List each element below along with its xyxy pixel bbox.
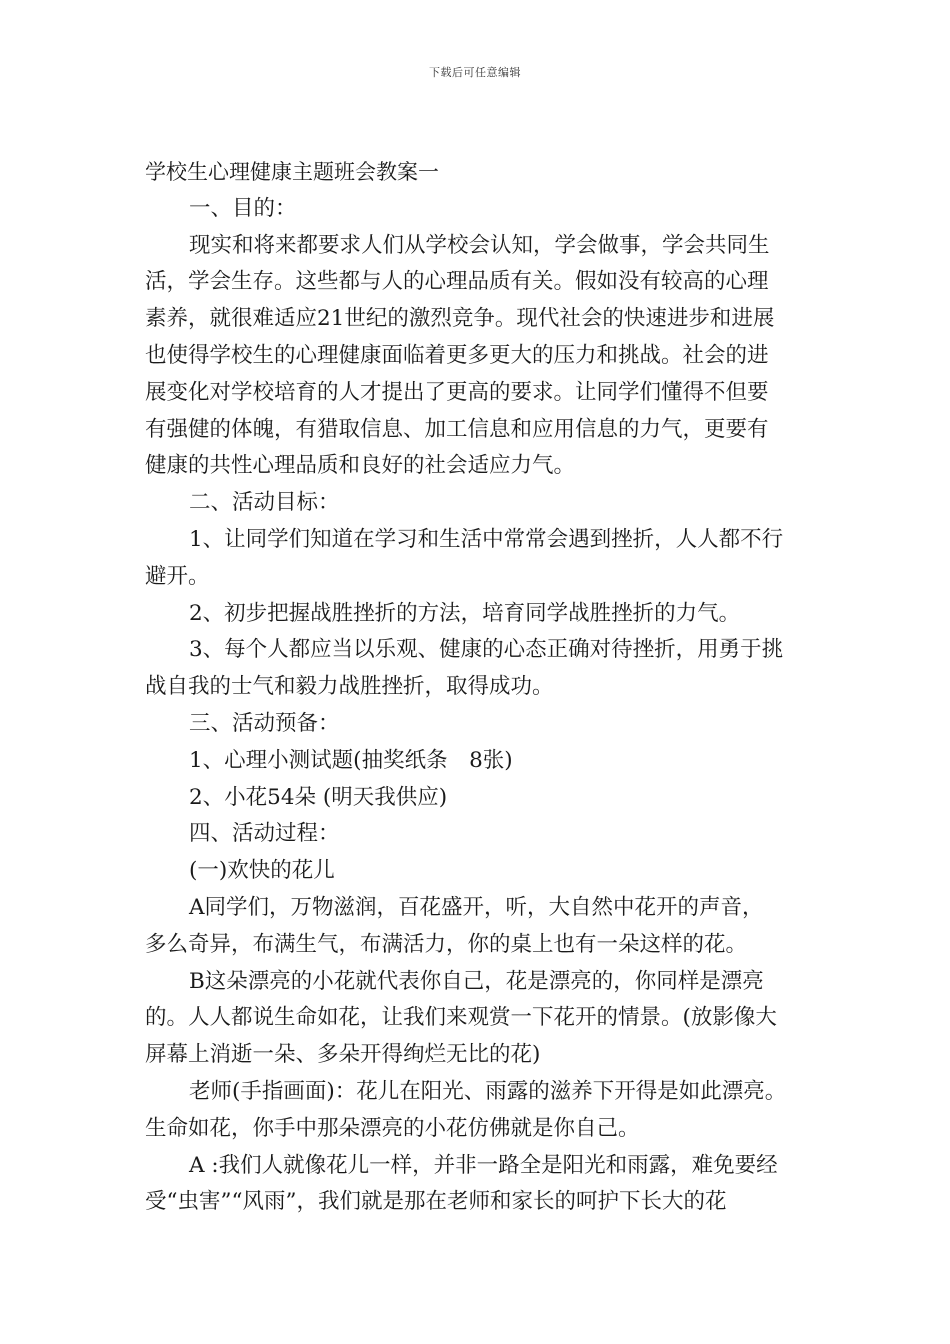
paragraph-line: 老师(手指画面)：花儿在阳光、雨露的滋养下开得是如此漂亮。	[189, 1078, 787, 1104]
list-item-continued: 战自我的士气和毅力战胜挫折，取得成功。	[145, 674, 554, 700]
paragraph-line: 健康的共性心理品质和良好的社会适应力气。	[145, 453, 576, 479]
paragraph-line: B这朵漂亮的小花就代表你自己，花是漂亮的，你同样是漂亮	[189, 968, 764, 994]
paragraph-line: A :我们人就像花儿一样，并非一路全是阳光和雨露，难免要经	[189, 1152, 778, 1178]
paragraph-line: 展变化对学校培育的人才提出了更高的要求。让同学们懂得不但要	[145, 379, 769, 405]
list-item: 2、初步把握战胜挫折的方法，培育同学战胜挫折的力气。	[189, 600, 741, 626]
paragraph-line: 也使得学校生的心理健康面临着更多更大的压力和挑战。社会的进	[145, 342, 769, 368]
paragraph-line: A同学们，万物滋润，百花盛开，听，大自然中花开的声音，	[189, 894, 764, 920]
list-item: 1、心理小测试题(抽奖纸条 8张)	[189, 747, 513, 773]
paragraph-line: 现实和将来都要求人们从学校会认知，学会做事，学会共同生	[189, 232, 770, 258]
paragraph-line: 多么奇异，布满生气，布满活力，你的桌上也有一朵这样的花。	[145, 931, 748, 957]
list-item: 3、每个人都应当以乐观、健康的心态正确对待挫折，用勇于挑	[189, 637, 784, 663]
list-item: 1、让同学们知道在学习和生活中常常会遇到挫折，人人都不行	[189, 526, 784, 552]
section-heading-goal: 一、目的：	[189, 195, 297, 221]
list-item-continued: 避开。	[145, 563, 210, 589]
document-body	[145, 154, 807, 1221]
section-heading-preparation: 三、活动预备：	[189, 710, 340, 736]
paragraph-line: 的。人人都说生命如花，让我们来观赏一下花开的情景。(放影像大	[145, 1005, 777, 1031]
list-item: 2、小花54朵 (明天我供应)	[189, 784, 448, 810]
section-heading-process: 四、活动过程：	[189, 821, 340, 847]
paragraph-line: 活，学会生存。这些都与人的心理品质有关。假如没有较高的心理	[145, 269, 769, 295]
subsection-heading: (一)欢快的花儿	[189, 858, 335, 884]
document-title: 学校生心理健康主题班会教案一	[145, 160, 439, 184]
paragraph-line: 有强健的体魄，有猎取信息、加工信息和应用信息的力气，更要有	[145, 416, 769, 442]
paragraph-line: 屏幕上消逝一朵、多朵开得绚烂无比的花)	[145, 1042, 541, 1068]
paragraph-line: 素养，就很难适应21世纪的激烈竞争。现代社会的快速进步和进展	[145, 306, 775, 332]
page-header: 下载后可任意编辑	[429, 66, 521, 79]
paragraph-line: 生命如花，你手中那朵漂亮的小花仿佛就是你自己。	[145, 1115, 640, 1141]
paragraph-line: 受“虫害”“风雨”，我们就是那在老师和家长的呵护下长大的花	[145, 1189, 727, 1215]
section-heading-activity-goals: 二、活动目标：	[189, 490, 340, 516]
